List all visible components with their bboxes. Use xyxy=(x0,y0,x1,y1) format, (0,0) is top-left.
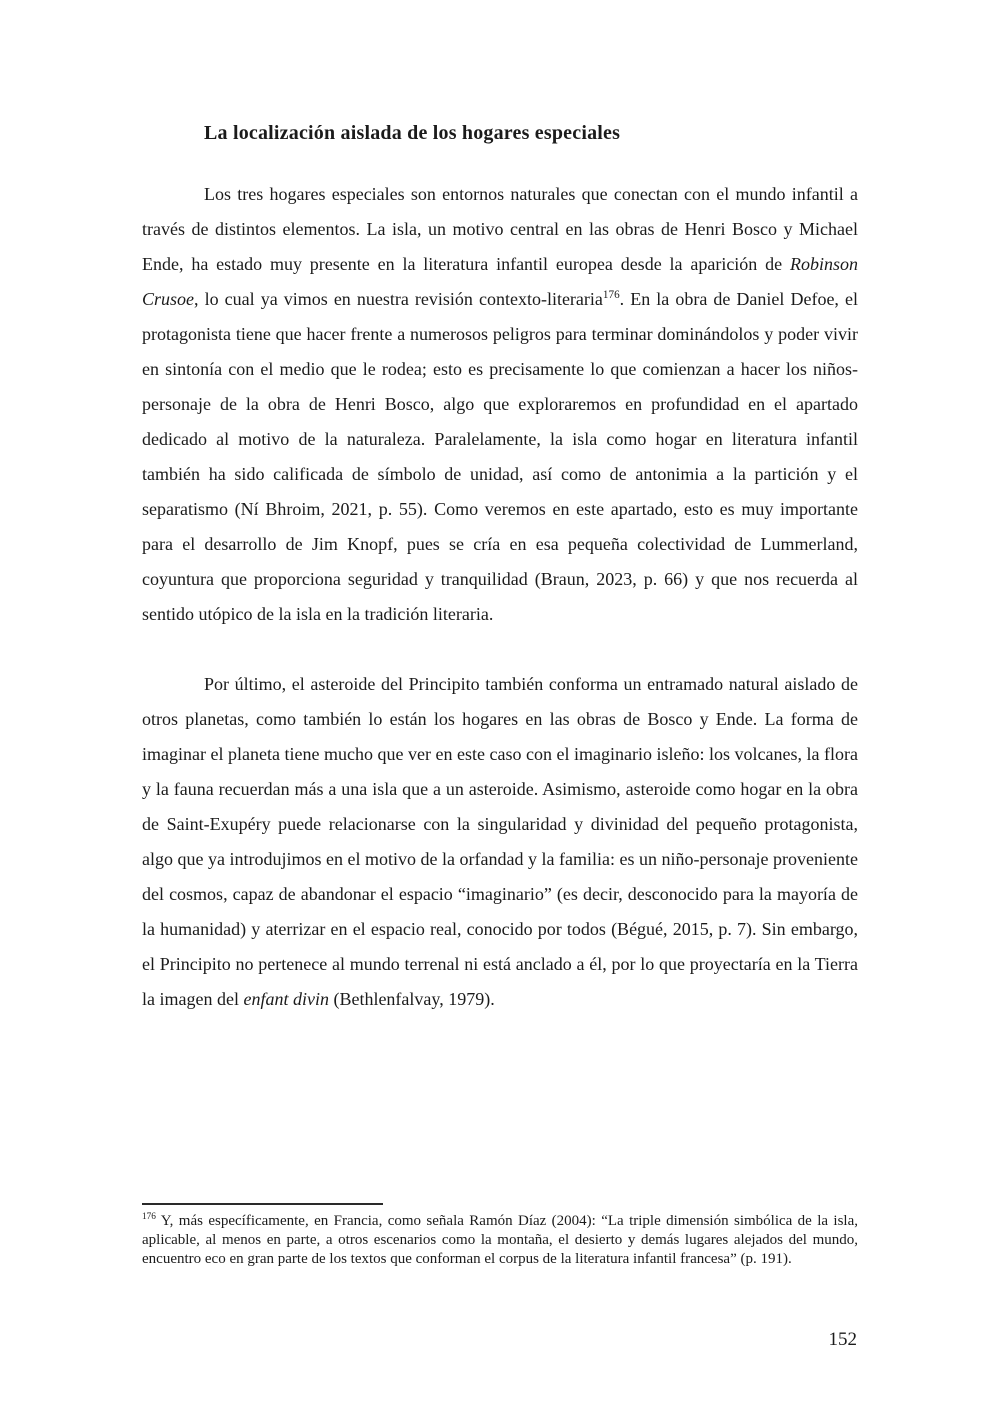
footnote-section xyxy=(142,1203,858,1269)
page-content xyxy=(142,0,858,1017)
footnote-separator xyxy=(142,1203,383,1205)
section-heading: La localización aislada de los hogares especiales xyxy=(204,122,621,144)
page-number: 152 xyxy=(828,1329,857,1350)
footnote-176: $^{176}$ Y, más específicamente, en Francia, como señala Ramón Díaz (2004): “La triple dimensión simbólica de la isla, aplicable, al menos en parte, a otros escenarios como la montaña, el desierto y demás lugares alejados del mundo, encuentro eco en gran parte de los textos que conforman el corpus de la literatura infantil francesa” (p. 191). xyxy=(142,1212,858,1267)
paragraph-1: Los tres hogares especiales son entornos naturales que conectan con el mundo infantil a través de distintos elementos. La isla, un motivo central en las obras de Henri Bosco y Michael Ende, ha estado muy presente en la literatura infantil europea desde la aparición de Robinson Crusoe, lo cual ya vimos en nuestra revisión contexto-literaria$^{176}$. En la obra de Daniel Defoe, el protagonista tiene que hacer frente a numerosos peligros para terminar dominándolos y poder vivir en sintonía con el medio que le rodea; esto es precisamente lo que comienzan a hacer los niños-personaje de la obra de Henri Bosco, algo que exploraremos en profundidad en el apartado dedicado al motivo de la naturaleza. Paralelamente, la isla como hogar en literatura infantil también ha sido calificada de símbolo de unidad, así como de antonimia a la partición y el separatismo (Ní Bhroim, 2021, p. 55). Como veremos en este apartado, esto es muy importante para el desarrollo de Jim Knopf, pues se cría en esa pequeña colectividad de Lummerland, coyuntura que proporciona seguridad y tranquilidad (Braun, 2023, p. 66) y que nos recuerda al sentido utópico de la isla en la tradición literaria. xyxy=(142,184,858,624)
paragraph-2: Por último, el asteroide del Principito también conforma un entramado natural aislado de otros planetas, como también lo están los hogares en las obras de Bosco y Ende. La forma de imaginar el planeta tiene mucho que ver en este caso con el imaginario isleño: los volcanes, la flora y la fauna recuerdan más a una isla que a un asteroide. Asimismo, asteroide como hogar en la obra de Saint-Exupéry puede relacionarse con la singularidad y divinidad del pequeño protagonista, algo que ya introdujimos en el motivo de la orfandad y la familia: es un niño-personaje proveniente del cosmos, capaz de abandonar el espacio “imaginario” (es decir, desconocido para la mayoría de la humanidad) y aterrizar en el espacio real, conocido por todos (Bégué, 2015, p. 7). Sin embargo, el Principito no pertenece al mundo terrenal ni está anclado a él, por lo que proyectaría en la Tierra la imagen del enfant divin (Bethlenfalvay, 1979). xyxy=(142,674,858,1009)
